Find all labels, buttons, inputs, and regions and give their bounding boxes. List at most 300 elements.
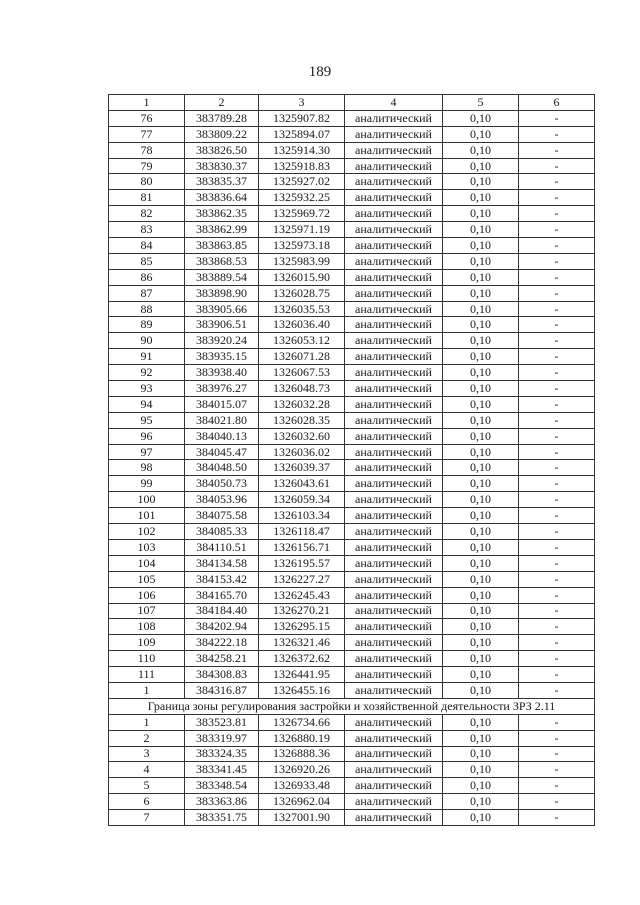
y-coordinate-cell: 1326048.73 <box>259 381 345 397</box>
point-number-cell: 79 <box>109 158 185 174</box>
section-table-body <box>109 714 595 825</box>
point-number-cell: 83 <box>109 222 185 238</box>
note-cell: - <box>519 158 595 174</box>
table-row <box>109 174 595 190</box>
y-coordinate-cell: 1325914.30 <box>259 142 345 158</box>
x-coordinate-cell: 383935.15 <box>185 349 259 365</box>
y-coordinate-cell: 1327001.90 <box>259 810 345 826</box>
y-coordinate-cell: 1326734.66 <box>259 714 345 730</box>
point-number-cell: 5 <box>109 778 185 794</box>
accuracy-cell: 0,10 <box>443 142 519 158</box>
accuracy-cell: 0,10 <box>443 301 519 317</box>
x-coordinate-cell: 383863.85 <box>185 238 259 254</box>
table-row <box>109 746 595 762</box>
method-cell: аналитический <box>345 110 443 126</box>
x-coordinate-cell: 383976.27 <box>185 381 259 397</box>
table-body <box>109 110 595 698</box>
table-row <box>109 508 595 524</box>
x-coordinate-cell: 383363.86 <box>185 794 259 810</box>
note-cell: - <box>519 110 595 126</box>
table-row <box>109 222 595 238</box>
table-row <box>109 428 595 444</box>
table-row <box>109 142 595 158</box>
accuracy-cell: 0,10 <box>443 285 519 301</box>
note-cell: - <box>519 492 595 508</box>
note-cell: - <box>519 810 595 826</box>
note-cell: - <box>519 667 595 683</box>
table-header-row <box>109 95 595 111</box>
note-cell: - <box>519 126 595 142</box>
y-coordinate-cell: 1326103.34 <box>259 508 345 524</box>
y-coordinate-cell: 1325969.72 <box>259 206 345 222</box>
note-cell: - <box>519 412 595 428</box>
method-cell: аналитический <box>345 190 443 206</box>
note-cell: - <box>519 508 595 524</box>
x-coordinate-cell: 383351.75 <box>185 810 259 826</box>
method-cell: аналитический <box>345 794 443 810</box>
x-coordinate-cell: 384222.18 <box>185 635 259 651</box>
note-cell: - <box>519 571 595 587</box>
method-cell: аналитический <box>345 476 443 492</box>
x-coordinate-cell: 384134.58 <box>185 555 259 571</box>
table-row <box>109 651 595 667</box>
note-cell: - <box>519 635 595 651</box>
table-row <box>109 571 595 587</box>
method-cell: аналитический <box>345 762 443 778</box>
method-cell: аналитический <box>345 126 443 142</box>
point-number-cell: 76 <box>109 110 185 126</box>
point-number-cell: 2 <box>109 730 185 746</box>
x-coordinate-cell: 383324.35 <box>185 746 259 762</box>
table-row <box>109 555 595 571</box>
method-cell: аналитический <box>345 301 443 317</box>
x-coordinate-cell: 383920.24 <box>185 333 259 349</box>
accuracy-cell: 0,10 <box>443 587 519 603</box>
point-number-cell: 97 <box>109 444 185 460</box>
x-coordinate-cell: 383830.37 <box>185 158 259 174</box>
y-coordinate-cell: 1325907.82 <box>259 110 345 126</box>
column-header: 3 <box>259 95 345 111</box>
y-coordinate-cell: 1326372.62 <box>259 651 345 667</box>
y-coordinate-cell: 1325971.19 <box>259 222 345 238</box>
x-coordinate-cell: 383905.66 <box>185 301 259 317</box>
column-header: 1 <box>109 95 185 111</box>
accuracy-cell: 0,10 <box>443 762 519 778</box>
method-cell: аналитический <box>345 587 443 603</box>
y-coordinate-cell: 1326270.21 <box>259 603 345 619</box>
accuracy-cell: 0,10 <box>443 508 519 524</box>
accuracy-cell: 0,10 <box>443 539 519 555</box>
method-cell: аналитический <box>345 174 443 190</box>
y-coordinate-cell: 1325973.18 <box>259 238 345 254</box>
table-row <box>109 810 595 826</box>
accuracy-cell: 0,10 <box>443 222 519 238</box>
method-cell: аналитический <box>345 619 443 635</box>
note-cell: - <box>519 396 595 412</box>
table-row <box>109 333 595 349</box>
accuracy-cell: 0,10 <box>443 492 519 508</box>
point-number-cell: 3 <box>109 746 185 762</box>
note-cell: - <box>519 253 595 269</box>
accuracy-cell: 0,10 <box>443 333 519 349</box>
method-cell: аналитический <box>345 222 443 238</box>
table-row <box>109 682 595 698</box>
x-coordinate-cell: 383862.99 <box>185 222 259 238</box>
note-cell: - <box>519 778 595 794</box>
note-cell: - <box>519 762 595 778</box>
section-title: Граница зоны регулирования застройки и хозяйственной деятельности ЗРЗ 2.11 <box>109 698 595 714</box>
accuracy-cell: 0,10 <box>443 126 519 142</box>
table-row <box>109 539 595 555</box>
accuracy-cell: 0,10 <box>443 158 519 174</box>
accuracy-cell: 0,10 <box>443 476 519 492</box>
accuracy-cell: 0,10 <box>443 810 519 826</box>
method-cell: аналитический <box>345 746 443 762</box>
x-coordinate-cell: 384153.42 <box>185 571 259 587</box>
table-row <box>109 492 595 508</box>
x-coordinate-cell: 383341.45 <box>185 762 259 778</box>
table-row <box>109 269 595 285</box>
y-coordinate-cell: 1325932.25 <box>259 190 345 206</box>
accuracy-cell: 0,10 <box>443 603 519 619</box>
y-coordinate-cell: 1326059.34 <box>259 492 345 508</box>
method-cell: аналитический <box>345 285 443 301</box>
y-coordinate-cell: 1326933.48 <box>259 778 345 794</box>
point-number-cell: 1 <box>109 682 185 698</box>
method-cell: аналитический <box>345 444 443 460</box>
table-row <box>109 238 595 254</box>
x-coordinate-cell: 383523.81 <box>185 714 259 730</box>
note-cell: - <box>519 349 595 365</box>
x-coordinate-cell: 383809.22 <box>185 126 259 142</box>
y-coordinate-cell: 1326880.19 <box>259 730 345 746</box>
point-number-cell: 81 <box>109 190 185 206</box>
x-coordinate-cell: 384045.47 <box>185 444 259 460</box>
table-row <box>109 587 595 603</box>
note-cell: - <box>519 746 595 762</box>
accuracy-cell: 0,10 <box>443 794 519 810</box>
x-coordinate-cell: 384021.80 <box>185 412 259 428</box>
x-coordinate-cell: 384085.33 <box>185 524 259 540</box>
y-coordinate-cell: 1325983.99 <box>259 253 345 269</box>
x-coordinate-cell: 383835.37 <box>185 174 259 190</box>
accuracy-cell: 0,10 <box>443 524 519 540</box>
point-number-cell: 99 <box>109 476 185 492</box>
table-row <box>109 778 595 794</box>
point-number-cell: 110 <box>109 651 185 667</box>
accuracy-cell: 0,10 <box>443 238 519 254</box>
point-number-cell: 100 <box>109 492 185 508</box>
x-coordinate-cell: 384050.73 <box>185 476 259 492</box>
method-cell: аналитический <box>345 428 443 444</box>
point-number-cell: 106 <box>109 587 185 603</box>
point-number-cell: 82 <box>109 206 185 222</box>
method-cell: аналитический <box>345 460 443 476</box>
column-header: 4 <box>345 95 443 111</box>
point-number-cell: 94 <box>109 396 185 412</box>
x-coordinate-cell: 384015.07 <box>185 396 259 412</box>
x-coordinate-cell: 383319.97 <box>185 730 259 746</box>
note-cell: - <box>519 285 595 301</box>
table-row <box>109 730 595 746</box>
point-number-cell: 80 <box>109 174 185 190</box>
table-row <box>109 301 595 317</box>
x-coordinate-cell: 383789.28 <box>185 110 259 126</box>
method-cell: аналитический <box>345 317 443 333</box>
table-row <box>109 714 595 730</box>
method-cell: аналитический <box>345 555 443 571</box>
y-coordinate-cell: 1326053.12 <box>259 333 345 349</box>
x-coordinate-cell: 384165.70 <box>185 587 259 603</box>
point-number-cell: 89 <box>109 317 185 333</box>
x-coordinate-cell: 384048.50 <box>185 460 259 476</box>
accuracy-cell: 0,10 <box>443 206 519 222</box>
table-row <box>109 365 595 381</box>
y-coordinate-cell: 1326441.95 <box>259 667 345 683</box>
table-row <box>109 762 595 778</box>
x-coordinate-cell: 383938.40 <box>185 365 259 381</box>
note-cell: - <box>519 524 595 540</box>
table-row <box>109 444 595 460</box>
y-coordinate-cell: 1326245.43 <box>259 587 345 603</box>
note-cell: - <box>519 269 595 285</box>
point-number-cell: 7 <box>109 810 185 826</box>
y-coordinate-cell: 1326035.53 <box>259 301 345 317</box>
y-coordinate-cell: 1326295.15 <box>259 619 345 635</box>
method-cell: аналитический <box>345 682 443 698</box>
point-number-cell: 105 <box>109 571 185 587</box>
x-coordinate-cell: 383868.53 <box>185 253 259 269</box>
accuracy-cell: 0,10 <box>443 714 519 730</box>
note-cell: - <box>519 587 595 603</box>
accuracy-cell: 0,10 <box>443 428 519 444</box>
method-cell: аналитический <box>345 508 443 524</box>
point-number-cell: 86 <box>109 269 185 285</box>
method-cell: аналитический <box>345 651 443 667</box>
method-cell: аналитический <box>345 206 443 222</box>
method-cell: аналитический <box>345 635 443 651</box>
note-cell: - <box>519 619 595 635</box>
coordinates-table <box>108 94 595 826</box>
note-cell: - <box>519 238 595 254</box>
x-coordinate-cell: 383862.35 <box>185 206 259 222</box>
y-coordinate-cell: 1326036.40 <box>259 317 345 333</box>
point-number-cell: 78 <box>109 142 185 158</box>
x-coordinate-cell: 384184.40 <box>185 603 259 619</box>
y-coordinate-cell: 1325918.83 <box>259 158 345 174</box>
y-coordinate-cell: 1326067.53 <box>259 365 345 381</box>
x-coordinate-cell: 384040.13 <box>185 428 259 444</box>
point-number-cell: 107 <box>109 603 185 619</box>
x-coordinate-cell: 384308.83 <box>185 667 259 683</box>
accuracy-cell: 0,10 <box>443 396 519 412</box>
accuracy-cell: 0,10 <box>443 412 519 428</box>
column-header: 5 <box>443 95 519 111</box>
accuracy-cell: 0,10 <box>443 269 519 285</box>
accuracy-cell: 0,10 <box>443 460 519 476</box>
table-row <box>109 396 595 412</box>
point-number-cell: 101 <box>109 508 185 524</box>
point-number-cell: 93 <box>109 381 185 397</box>
note-cell: - <box>519 730 595 746</box>
point-number-cell: 102 <box>109 524 185 540</box>
table-row <box>109 110 595 126</box>
x-coordinate-cell: 384053.96 <box>185 492 259 508</box>
y-coordinate-cell: 1326028.75 <box>259 285 345 301</box>
point-number-cell: 6 <box>109 794 185 810</box>
point-number-cell: 84 <box>109 238 185 254</box>
method-cell: аналитический <box>345 269 443 285</box>
note-cell: - <box>519 539 595 555</box>
y-coordinate-cell: 1326032.28 <box>259 396 345 412</box>
point-number-cell: 108 <box>109 619 185 635</box>
y-coordinate-cell: 1326195.57 <box>259 555 345 571</box>
y-coordinate-cell: 1326321.46 <box>259 635 345 651</box>
note-cell: - <box>519 444 595 460</box>
point-number-cell: 96 <box>109 428 185 444</box>
table-row <box>109 253 595 269</box>
accuracy-cell: 0,10 <box>443 778 519 794</box>
point-number-cell: 109 <box>109 635 185 651</box>
method-cell: аналитический <box>345 810 443 826</box>
method-cell: аналитический <box>345 253 443 269</box>
y-coordinate-cell: 1325894.07 <box>259 126 345 142</box>
point-number-cell: 103 <box>109 539 185 555</box>
x-coordinate-cell: 383889.54 <box>185 269 259 285</box>
section-title-row <box>109 698 595 714</box>
table-row <box>109 619 595 635</box>
x-coordinate-cell: 384202.94 <box>185 619 259 635</box>
accuracy-cell: 0,10 <box>443 381 519 397</box>
x-coordinate-cell: 383898.90 <box>185 285 259 301</box>
point-number-cell: 87 <box>109 285 185 301</box>
method-cell: аналитический <box>345 714 443 730</box>
method-cell: аналитический <box>345 492 443 508</box>
point-number-cell: 88 <box>109 301 185 317</box>
note-cell: - <box>519 460 595 476</box>
table-row <box>109 667 595 683</box>
x-coordinate-cell: 383836.64 <box>185 190 259 206</box>
y-coordinate-cell: 1326036.02 <box>259 444 345 460</box>
x-coordinate-cell: 383348.54 <box>185 778 259 794</box>
note-cell: - <box>519 555 595 571</box>
table-row <box>109 412 595 428</box>
y-coordinate-cell: 1325927.02 <box>259 174 345 190</box>
x-coordinate-cell: 383906.51 <box>185 317 259 333</box>
point-number-cell: 1 <box>109 714 185 730</box>
x-coordinate-cell: 384316.87 <box>185 682 259 698</box>
table-row <box>109 349 595 365</box>
note-cell: - <box>519 794 595 810</box>
method-cell: аналитический <box>345 571 443 587</box>
point-number-cell: 92 <box>109 365 185 381</box>
accuracy-cell: 0,10 <box>443 317 519 333</box>
note-cell: - <box>519 428 595 444</box>
y-coordinate-cell: 1326032.60 <box>259 428 345 444</box>
method-cell: аналитический <box>345 396 443 412</box>
table-row <box>109 476 595 492</box>
table-row <box>109 381 595 397</box>
y-coordinate-cell: 1326920.26 <box>259 762 345 778</box>
point-number-cell: 104 <box>109 555 185 571</box>
method-cell: аналитический <box>345 381 443 397</box>
note-cell: - <box>519 317 595 333</box>
method-cell: аналитический <box>345 603 443 619</box>
y-coordinate-cell: 1326962.04 <box>259 794 345 810</box>
point-number-cell: 4 <box>109 762 185 778</box>
note-cell: - <box>519 365 595 381</box>
accuracy-cell: 0,10 <box>443 682 519 698</box>
table-row <box>109 794 595 810</box>
method-cell: аналитический <box>345 365 443 381</box>
table-row <box>109 285 595 301</box>
accuracy-cell: 0,10 <box>443 667 519 683</box>
x-coordinate-cell: 384075.58 <box>185 508 259 524</box>
y-coordinate-cell: 1326043.61 <box>259 476 345 492</box>
note-cell: - <box>519 301 595 317</box>
table-row <box>109 524 595 540</box>
method-cell: аналитический <box>345 539 443 555</box>
note-cell: - <box>519 190 595 206</box>
accuracy-cell: 0,10 <box>443 619 519 635</box>
note-cell: - <box>519 333 595 349</box>
note-cell: - <box>519 682 595 698</box>
method-cell: аналитический <box>345 238 443 254</box>
point-number-cell: 98 <box>109 460 185 476</box>
y-coordinate-cell: 1326071.28 <box>259 349 345 365</box>
accuracy-cell: 0,10 <box>443 349 519 365</box>
note-cell: - <box>519 174 595 190</box>
table-row <box>109 635 595 651</box>
table-row <box>109 460 595 476</box>
note-cell: - <box>519 206 595 222</box>
method-cell: аналитический <box>345 730 443 746</box>
y-coordinate-cell: 1326455.16 <box>259 682 345 698</box>
page-number: 189 <box>308 64 332 80</box>
accuracy-cell: 0,10 <box>443 635 519 651</box>
method-cell: аналитический <box>345 524 443 540</box>
method-cell: аналитический <box>345 412 443 428</box>
point-number-cell: 95 <box>109 412 185 428</box>
y-coordinate-cell: 1326039.37 <box>259 460 345 476</box>
note-cell: - <box>519 603 595 619</box>
note-cell: - <box>519 142 595 158</box>
accuracy-cell: 0,10 <box>443 730 519 746</box>
point-number-cell: 111 <box>109 667 185 683</box>
point-number-cell: 91 <box>109 349 185 365</box>
accuracy-cell: 0,10 <box>443 746 519 762</box>
y-coordinate-cell: 1326227.27 <box>259 571 345 587</box>
y-coordinate-cell: 1326015.90 <box>259 269 345 285</box>
accuracy-cell: 0,10 <box>443 174 519 190</box>
accuracy-cell: 0,10 <box>443 651 519 667</box>
y-coordinate-cell: 1326118.47 <box>259 524 345 540</box>
table-row <box>109 206 595 222</box>
column-header: 2 <box>185 95 259 111</box>
method-cell: аналитический <box>345 158 443 174</box>
y-coordinate-cell: 1326888.36 <box>259 746 345 762</box>
accuracy-cell: 0,10 <box>443 190 519 206</box>
y-coordinate-cell: 1326028.35 <box>259 412 345 428</box>
point-number-cell: 77 <box>109 126 185 142</box>
note-cell: - <box>519 651 595 667</box>
note-cell: - <box>519 476 595 492</box>
table-row <box>109 317 595 333</box>
column-header: 6 <box>519 95 595 111</box>
table-row <box>109 190 595 206</box>
x-coordinate-cell: 384258.21 <box>185 651 259 667</box>
accuracy-cell: 0,10 <box>443 571 519 587</box>
